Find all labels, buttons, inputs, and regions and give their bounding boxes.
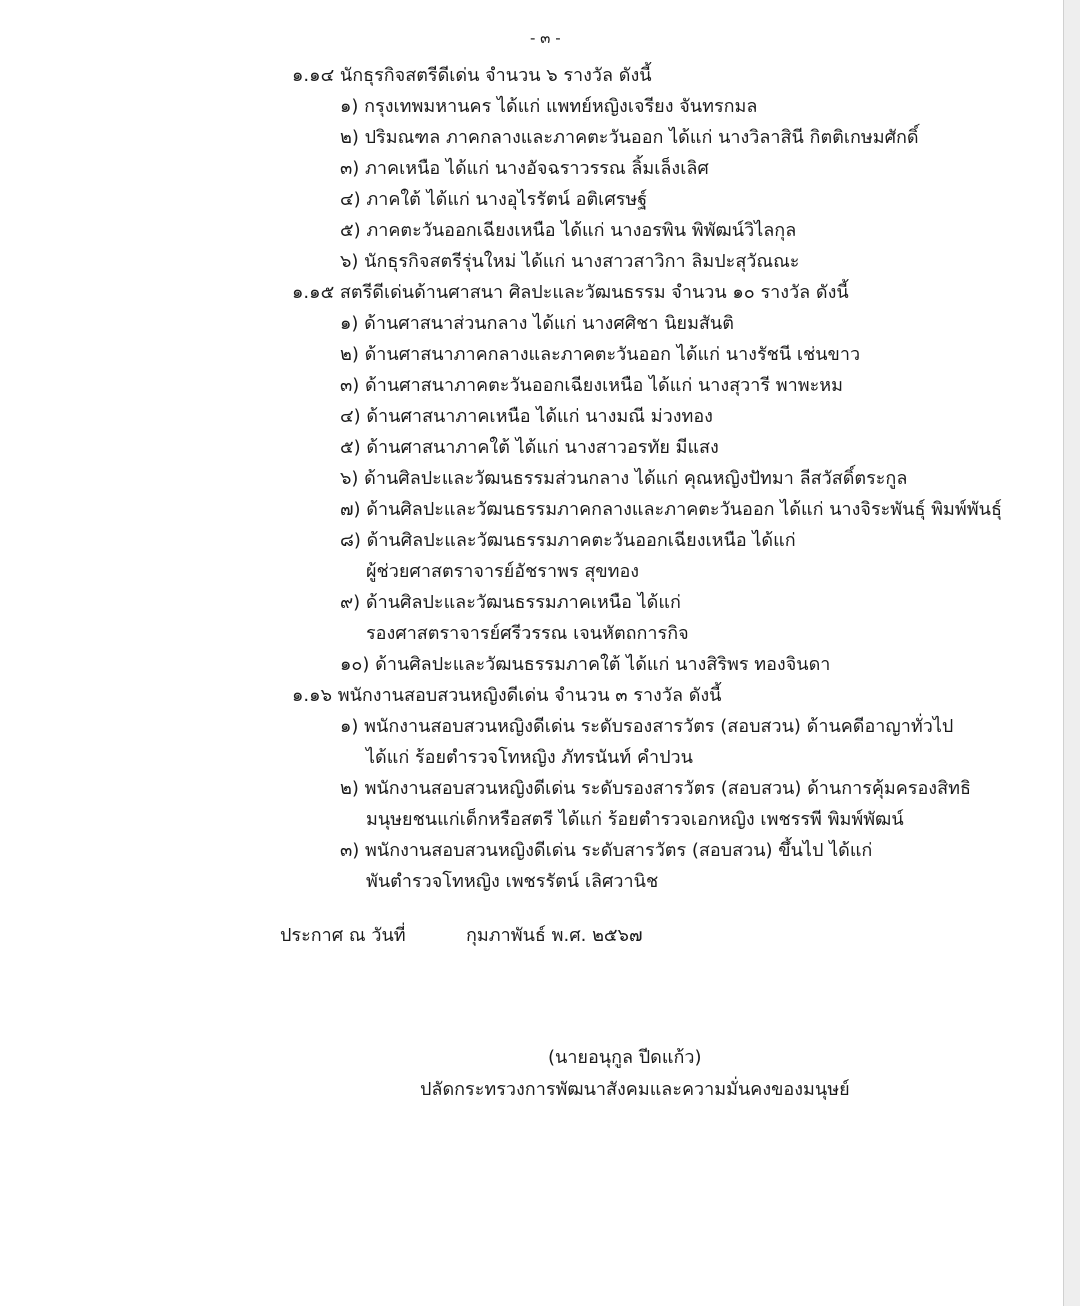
- signatory-name: (นายอนุกูล ปีดแก้ว): [548, 1047, 702, 1068]
- list-item: ๒) ด้านศาสนาภาคกลางและภาคตะวันออก ได้แก่ นางรัชนี เช่นขาว: [340, 344, 861, 365]
- section-heading: ๑.๑๔ นักธุรกิจสตรีดีเด่น จำนวน ๖ รางวัล ดังนี้: [292, 65, 652, 86]
- list-item: ๒) ปริมณฑล ภาคกลางและภาคตะวันออก ได้แก่ นางวิลาสินี กิตติเกษมศักดิ์: [340, 127, 919, 148]
- list-item: ๒) พนักงานสอบสวนหญิงดีเด่น ระดับรองสารวัตร (สอบสวน) ด้านการคุ้มครองสิทธิ: [340, 778, 971, 799]
- list-item-continuation: พันตำรวจโทหญิง เพชรรัตน์ เลิศวานิช: [366, 871, 659, 892]
- list-item: ๑) กรุงเทพมหานคร ได้แก่ แพทย์หญิงเจรียง จันทรกมล: [340, 96, 758, 117]
- signatory-title: ปลัดกระทรวงการพัฒนาสังคมและความมั่นคงของมนุษย์: [420, 1079, 850, 1100]
- list-item: ๘) ด้านศิลปะและวัฒนธรรมภาคตะวันออกเฉียงเหนือ ได้แก่: [340, 530, 796, 551]
- list-item: ๖) ด้านศิลปะและวัฒนธรรมส่วนกลาง ได้แก่ คุณหญิงปัทมา ลีสวัสดิ์ตระกูล: [340, 468, 908, 489]
- list-item: ๑) พนักงานสอบสวนหญิงดีเด่น ระดับรองสารวัตร (สอบสวน) ด้านคดีอาญาทั่วไป: [340, 716, 954, 737]
- announcement-date: กุมภาพันธ์ พ.ศ. ๒๕๖๗: [466, 925, 643, 946]
- list-item: ๓) ภาคเหนือ ได้แก่ นางอัจฉราวรรณ ลิ้มเล็งเลิศ: [340, 158, 709, 179]
- list-item: ๙) ด้านศิลปะและวัฒนธรรมภาคเหนือ ได้แก่: [340, 592, 681, 613]
- list-item: ๗) ด้านศิลปะและวัฒนธรรมภาคกลางและภาคตะวันออก ได้แก่ นางจิระพันธุ์ พิมพ์พันธุ์: [340, 499, 1002, 520]
- list-item-continuation: ได้แก่ ร้อยตำรวจโทหญิง ภัทรนันท์ คำปวน: [366, 747, 693, 768]
- list-item: ๔) ภาคใต้ ได้แก่ นางอุไรรัตน์ อติเศรษฐ์: [340, 189, 648, 210]
- announcement-label: ประกาศ ณ วันที่: [280, 925, 406, 946]
- section-heading: ๑.๑๖ พนักงานสอบสวนหญิงดีเด่น จำนวน ๓ รางวัล ดังนี้: [292, 685, 722, 706]
- list-item: ๓) ด้านศาสนาภาคตะวันออกเฉียงเหนือ ได้แก่ นางสุวารี พาพะหม: [340, 375, 843, 396]
- list-item: ๔) ด้านศาสนาภาคเหนือ ได้แก่ นางมณี ม่วงทอง: [340, 406, 713, 427]
- page-number: - ๓ -: [530, 29, 561, 47]
- list-item: ๓) พนักงานสอบสวนหญิงดีเด่น ระดับสารวัตร (สอบสวน) ขึ้นไป ได้แก่: [340, 840, 873, 861]
- list-item: ๕) ด้านศาสนาภาคใต้ ได้แก่ นางสาวอรทัย มีแสง: [340, 437, 719, 458]
- list-item-continuation: ผู้ช่วยศาสตราจารย์อัชราพร สุขทอง: [366, 561, 640, 582]
- list-item: ๕) ภาคตะวันออกเฉียงเหนือ ได้แก่ นางอรพิน พิพัฒน์วิไลกุล: [340, 220, 797, 241]
- list-item: ๑๐) ด้านศิลปะและวัฒนธรรมภาคใต้ ได้แก่ นางสิริพร ทองจินดา: [340, 654, 831, 675]
- list-item-continuation: รองศาสตราจารย์ศรีวรรณ เจนหัตถการกิจ: [366, 623, 689, 644]
- viewer-scroll-edge: [1064, 0, 1080, 1306]
- section-heading: ๑.๑๕ สตรีดีเด่นด้านศาสนา ศิลปะและวัฒนธรรม จำนวน ๑๐ รางวัล ดังนี้: [292, 282, 849, 303]
- list-item: ๖) นักธุรกิจสตรีรุ่นใหม่ ได้แก่ นางสาวสาวิกา ลิมปะสุวัณณะ: [340, 251, 800, 272]
- list-item-continuation: มนุษยชนแก่เด็กหรือสตรี ได้แก่ ร้อยตำรวจเอกหญิง เพชรรพี พิมพ์พัฒน์: [366, 809, 904, 830]
- list-item: ๑) ด้านศาสนาส่วนกลาง ได้แก่ นางศศิชา นิยมสันติ: [340, 313, 734, 334]
